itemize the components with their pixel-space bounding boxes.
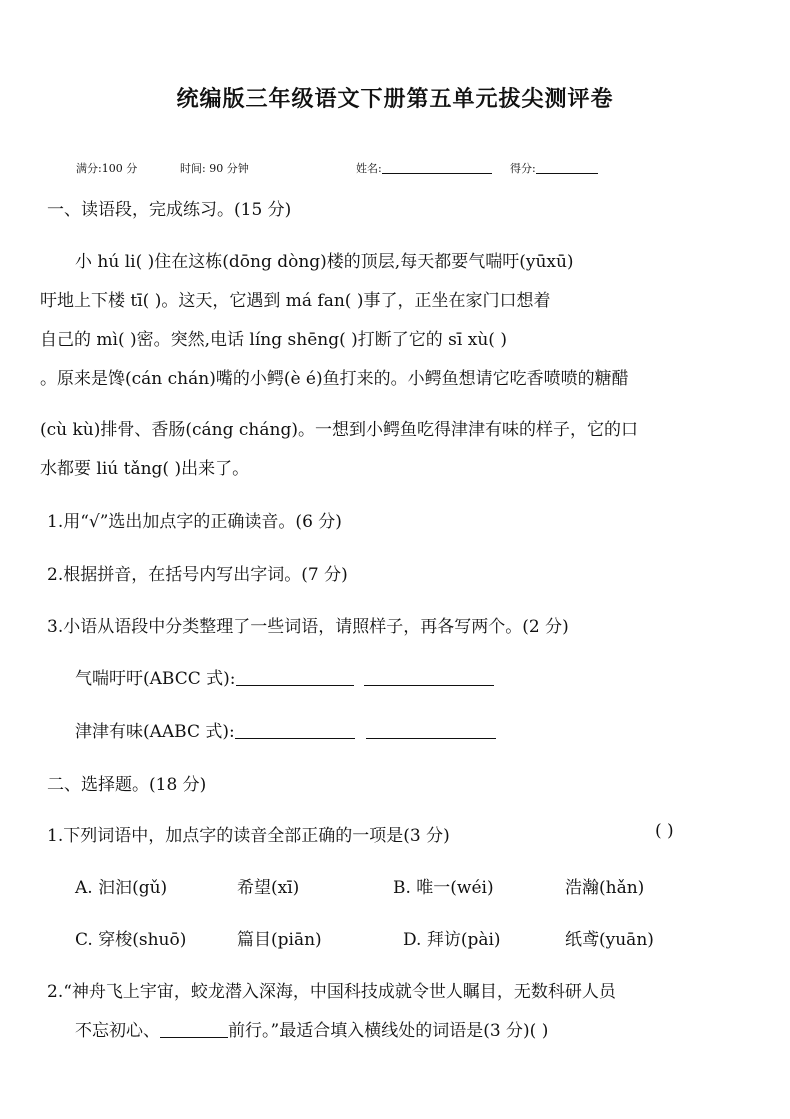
score-field: [510, 160, 598, 176]
name-field: [356, 160, 492, 176]
option-c-word-1: C. 穿梭(shuō): [75, 930, 187, 950]
question-2-2-line-2: [75, 1016, 548, 1041]
aabc-blank-1[interactable]: [235, 722, 355, 739]
passage-line-3: 自己的 mì( )密。突然,电话 líng shēng( )打断了它的 sī xù( ): [40, 330, 507, 350]
score-blank[interactable]: [536, 161, 598, 174]
example-abcc: [75, 664, 494, 689]
page-title: 统编版三年级语文下册第五单元拔尖测评卷: [176, 87, 614, 112]
option-a-word-1: A. 汩汩(gǔ): [75, 878, 168, 898]
question-2-2-suffix: 前行。”最适合填入横线处的词语是(3 分)( ): [228, 1021, 549, 1041]
full-score: 满分:100 分: [76, 162, 138, 175]
question-2-2-prefix: 不忘初心、: [75, 1021, 160, 1041]
option-d-word-2: 纸鸢(yuān): [565, 930, 654, 950]
example-aabc-label: 津津有味(AABC 式):: [75, 722, 235, 742]
passage-line-5: (cù kù)排骨、香肠(cáng cháng)。一想到小鳄鱼吃得津津有味的样子，它的口: [40, 420, 638, 440]
question-2-1: 1.下列词语中，加点字的读音全部正确的一项是(3 分): [47, 826, 450, 846]
question-2-2-line-1: 2.“神舟飞上宇宙，蛟龙潜入深海，中国科技成就令世人瞩目，无数科研人员: [47, 982, 616, 1002]
name-label: 姓名:: [356, 162, 382, 175]
question-2-2-blank[interactable]: [160, 1021, 228, 1038]
abcc-blank-2[interactable]: [364, 669, 494, 686]
question-1-3: 3.小语从语段中分类整理了一些词语，请照样子，再各写两个。(2 分): [47, 617, 569, 637]
example-aabc: [75, 717, 496, 742]
question-1-1: 1.用“√”选出加点字的正确读音。(6 分): [47, 512, 342, 532]
question-1-2: 2.根据拼音，在括号内写出字词。(7 分): [47, 565, 348, 585]
passage-line-1: 小 hú li( )住在这栋(dōng dòng)楼的顶层,每天都要气喘吁(yūxū): [75, 252, 574, 272]
option-b-word-1: B. 唯一(wéi): [393, 878, 494, 898]
option-d-word-1: D. 拜访(pài): [403, 930, 501, 950]
option-b-word-2: 浩瀚(hǎn): [565, 878, 645, 898]
question-2-1-answer-paren[interactable]: ( ): [655, 821, 674, 841]
name-blank[interactable]: [382, 161, 492, 174]
score-label: 得分:: [510, 162, 536, 175]
passage-line-2: 吁地上下楼 tī( )。这天，它遇到 má fan( )事了，正坐在家门口想着: [40, 291, 551, 311]
option-a-word-2: 希望(xī): [237, 878, 300, 898]
section2-heading: 二、选择题。(18 分): [47, 775, 207, 795]
option-c-word-2: 篇目(piān): [237, 930, 322, 950]
example-abcc-label: 气喘吁吁(ABCC 式):: [75, 669, 236, 689]
passage-line-6: 水都要 liú tǎng( )出来了。: [40, 459, 250, 479]
section1-heading: 一、读语段，完成练习。(15 分): [47, 200, 292, 220]
passage-line-4: 。原来是馋(cán chán)嘴的小鳄(è é)鱼打来的。小鳄鱼想请它吃香喷喷的糖醋: [40, 369, 629, 389]
abcc-blank-1[interactable]: [236, 669, 354, 686]
time-limit: 时间: 90 分钟: [180, 162, 249, 175]
aabc-blank-2[interactable]: [366, 722, 496, 739]
